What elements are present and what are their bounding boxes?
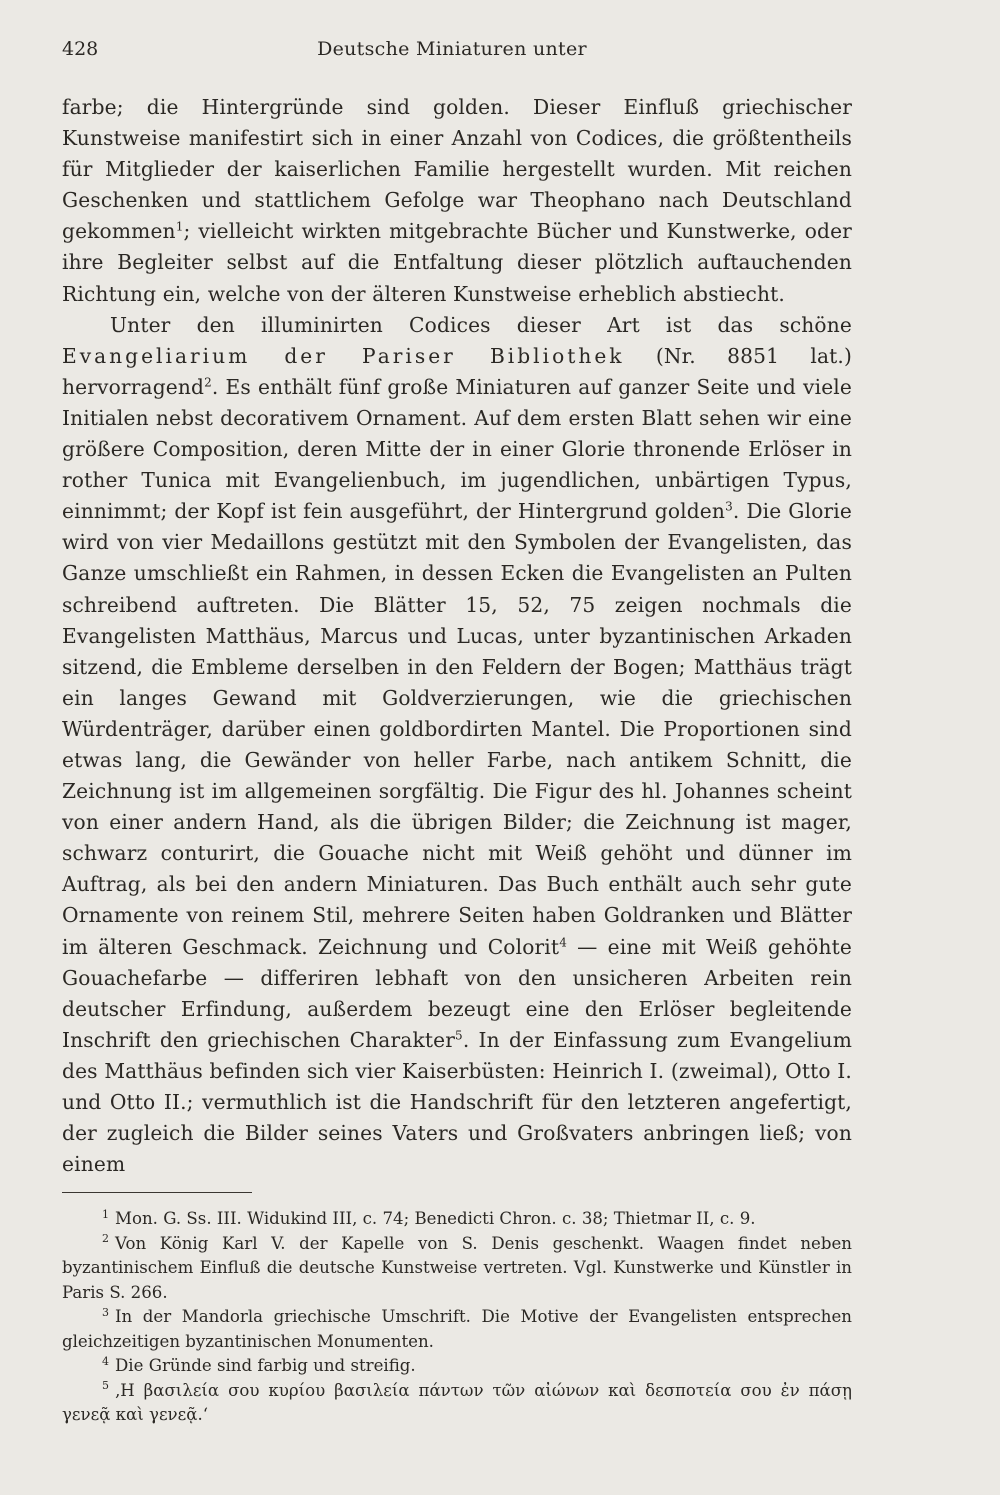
footnote-text: In der Mandorla griechische Umschrift. Die Motive der Evangelisten entsprechen gleichzeitigen byzantinischen Monumenten. — [62, 1307, 852, 1351]
footnote-number: 4 — [102, 1354, 109, 1368]
paragraph-2 — [62, 310, 852, 1181]
paragraph-2-text-d: . Die Glorie wird von vier Medaillons gestützt mit den Symbolen der Evangelisten, das Ganze umschließt ein Rahmen, in dessen Ecken die Evangelisten an Pulten schreibend auftreten. Die Blätter 15, 52, 75 zeigen nochmals die Evangelisten Matthäus, Marcus und Lucas, unter byzantinischen Arkaden sitzend, die Embleme derselben in den Feldern der Bogen; Matthäus trägt ein langes Gewand mit Goldverzierungen, wie die griechischen Würdenträger, darüber einen goldbordirten Mantel. Die Proportionen sind etwas lang, die Gewänder von heller Farbe, nach antikem Schnitt, die Zeichnung ist im allgemeinen sorgfältig. Die Figur des hl. Johannes scheint von einer andern Hand, als die übrigen Bilder; die Zeichnung ist mager, schwarz conturirt, die Gouache nicht mit Weiß gehöht und dünner im Auftrag, als bei den andern Miniaturen. Das Buch enthält auch sehr gute Ornamente von reinem Stil, mehrere Seiten haben Goldranken und Blätter im älteren Geschmack. Zeichnung und Colorit — [62, 499, 852, 959]
footnote-number: 1 — [102, 1207, 109, 1221]
footnote-5 — [62, 1379, 852, 1428]
footnote-text: Von König Karl V. der Kapelle von S. Denis geschenkt. Waagen findet neben byzantinischem Einfluß die deutsche Kunstweise vertreten. Vgl. Kunstwerke und Künstler in Paris S. 266. — [62, 1233, 852, 1302]
footnote-ref-4[interactable]: 4 — [559, 934, 567, 949]
paragraph-2-text-b: (Nr. 8851 lat.) hervorragend — [62, 343, 852, 399]
footnote-text: Mon. G. Ss. III. Widukind III, c. 74; Benedicti Chron. c. 38; Thietmar II, c. 9. — [115, 1209, 756, 1229]
paragraph-2-text-e: — eine mit Weiß gehöhte Gouachefarbe — differiren lebhaft von den unsicheren Arbeiten rein deutscher Erfindung, außerdem bezeugt eine den Erlöser begleitende Inschrift den griechischen Charakter — [62, 934, 852, 1052]
footnote-4 — [62, 1354, 852, 1379]
footnote-1 — [62, 1207, 852, 1232]
spaced-title: Evangeliarium der Pariser Bibliothek — [62, 343, 625, 368]
footnote-2 — [62, 1232, 852, 1306]
paragraph-1-text: farbe; die Hintergründe sind golden. Dieser Einfluß griechischer Kunstweise manifestirt sich in einer Anzahl von Codices, die größtentheils für Mitglieder der kaiserlichen Familie hergestellt wurden. Mit reichen Geschenken und stattlichem Gefolge war Theophano nach Deutschland gekommen — [62, 95, 852, 244]
body-text — [62, 92, 852, 1180]
footnote-number: 5 — [102, 1379, 109, 1393]
running-head — [62, 38, 852, 78]
footnote-ref-5[interactable]: 5 — [455, 1028, 463, 1043]
page-number: 428 — [62, 38, 99, 60]
paragraph-2-text-c: . Es enthält fünf große Miniaturen auf ganzer Seite und viele Initialen nebst decorativem Ornament. Auf dem ersten Blatt sehen wir eine größere Composition, deren Mitte der in einer Glorie thronende Erlöser in rother Tunica mit Evangelienbuch, im jugendlichen, unbärtigen Typus, einnimmt; der Kopf ist fein ausgeführt, der Hintergrund golden — [62, 374, 852, 524]
paragraph-2-text-f: . In der Einfassung zum Evangelium des Matthäus befinden sich vier Kaiserbüsten: Heinrich I. (zweimal), Otto I. und Otto II.; vermuthlich ist die Handschrift für den letzteren angefertigt, der zugleich die Bilder seines Vaters und Großvaters anbringen ließ; von einem — [62, 1027, 852, 1177]
footnotes — [62, 1207, 852, 1428]
footnote-number: 3 — [102, 1305, 109, 1319]
footnote-text: Die Gründe sind farbig und streifig. — [115, 1356, 416, 1376]
paragraph-1 — [62, 92, 852, 310]
footnote-3 — [62, 1305, 852, 1354]
footnote-ref-1[interactable]: 1 — [175, 219, 184, 234]
footnote-divider — [62, 1192, 252, 1193]
footnote-text: ‚Η βασιλεία σου κυρίου βασιλεία πάντων τῶν αἰώνων καὶ δεσποτεία σου ἐν πάσῃ γενεᾷ καὶ γενεᾷ.‘ — [62, 1380, 852, 1425]
running-title: Deutsche Miniaturen unter — [317, 38, 587, 60]
paragraph-1-text-cont: ; vielleicht wirkten mitgebrachte Bücher und Kunstwerke, oder ihre Begleiter selbst auf die Entfaltung dieser plötzlich auftauchenden Richtung ein, welche von der älteren Kunstweise erheblich abstiecht. — [62, 219, 852, 306]
footnote-ref-3[interactable]: 3 — [725, 499, 733, 514]
footnote-number: 2 — [102, 1232, 109, 1246]
paragraph-2-text-a: Unter den illuminirten Codices dieser Art ist das schöne — [110, 312, 852, 337]
footnote-ref-2[interactable]: 2 — [204, 375, 212, 390]
